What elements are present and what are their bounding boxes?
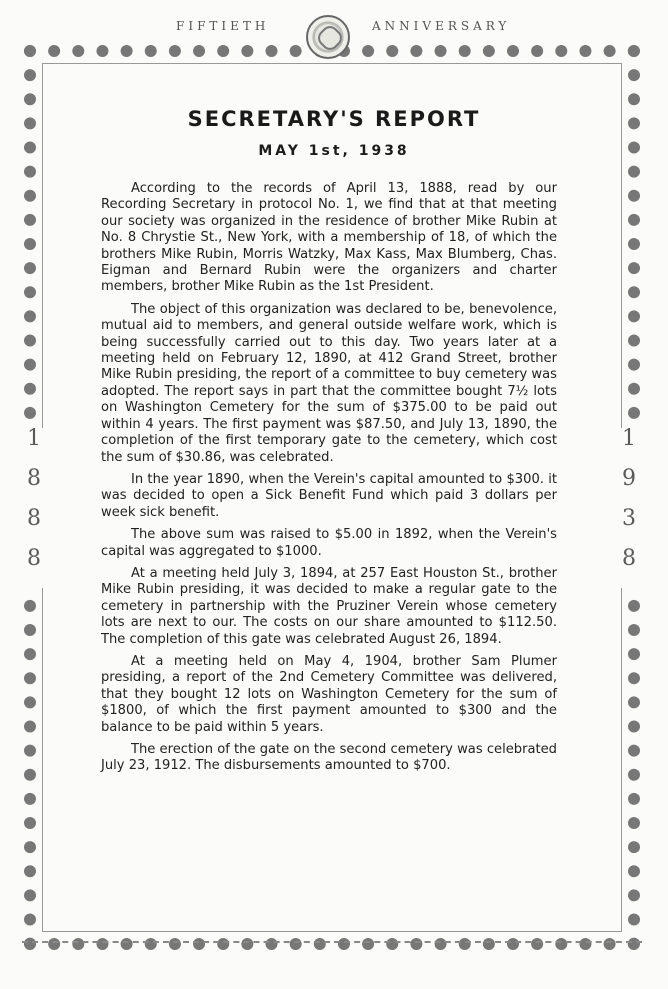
report-paragraph: At a meeting held July 3, 1894, at 257 East Houston St., brother Mike Rubin presiding, it was decided to make a regular gate to the cemetery in partnership with the Pruziner Verein whose cemetery lots are next to our. The costs on our share amounted to $112.50. The completion of this gate was celebrated August 26, 1894.	[101, 565, 557, 647]
left-year-digit: 8	[27, 506, 41, 531]
report-paragraph: The object of this organization was declared to be, benevolence, mutual aid to members, and general outside welfare work, which is being successfully carried out to this day. Two years later at a meeting held on February 12, 1890, at 412 Grand Street, brother Mike Rubin presiding, the report of a committee to buy cemetery was adopted. The report says in part that the committee bought 7½ lots on Washington Cemetery for the sum of $375.00 to be paid out within 4 years. The first payment was $87.50, and July 13, 1890, the completion of the first temporary gate to the cemetery, which cost the sum of $30.86, was celebrated.	[101, 301, 557, 465]
left-year-column	[20, 428, 48, 588]
page-title: SECRETARY'S REPORT	[187, 107, 481, 131]
report-paragraph: At a meeting held on May 4, 1904, brother Sam Plumer presiding, a report of the 2nd Cemetery Committee was delivered, that they bought 12 lots on Washington Cemetery for the sum of $1800, of which the first payment amounted to $300 and the balance to be paid within 5 years.	[101, 653, 557, 735]
report-date: MAY 1st, 1938	[258, 143, 410, 159]
report-paragraph: In the year 1890, when the Verein's capital amounted to $300. it was decided to open a Sick Benefit Fund which paid 3 dollars per week sick benefit.	[101, 471, 557, 520]
right-year-digit: 9	[622, 466, 636, 491]
right-year-column	[615, 428, 643, 588]
anniversary-seal-icon	[306, 15, 350, 59]
left-year-digit: 8	[27, 546, 41, 571]
report-paragraph: The above sum was raised to $5.00 in 1892, when the Verein's capital was aggregated to $1000.	[101, 527, 557, 559]
right-year-digit: 3	[622, 506, 636, 531]
report-body	[101, 181, 557, 781]
header-left-text: FIFTIETH	[176, 19, 270, 33]
right-year-digit: 1	[622, 426, 636, 451]
report-paragraph: According to the records of April 13, 1888, read by our Recording Secretary in protocol No. 1, we find that at that meeting our society was organized in the residence of brother Mike Rubin at No. 8 Chrystie St., New York, with a membership of 18, of which the brothers Mike Rubin, Morris Watzky, Max Kass, Max Blumberg, Chas. Eigman and Bernard Rubin were the organizers and charter members, brother Mike Rubin as the 1st President.	[101, 181, 557, 295]
left-year-digit: 8	[27, 466, 41, 491]
right-year-digit: 8	[622, 546, 636, 571]
left-year-digit: 1	[27, 426, 41, 451]
header-right-text: ANNIVERSARY	[372, 19, 511, 33]
report-paragraph: The erection of the gate on the second cemetery was celebrated July 23, 1912. The disbursements amounted to $700.	[101, 742, 557, 774]
